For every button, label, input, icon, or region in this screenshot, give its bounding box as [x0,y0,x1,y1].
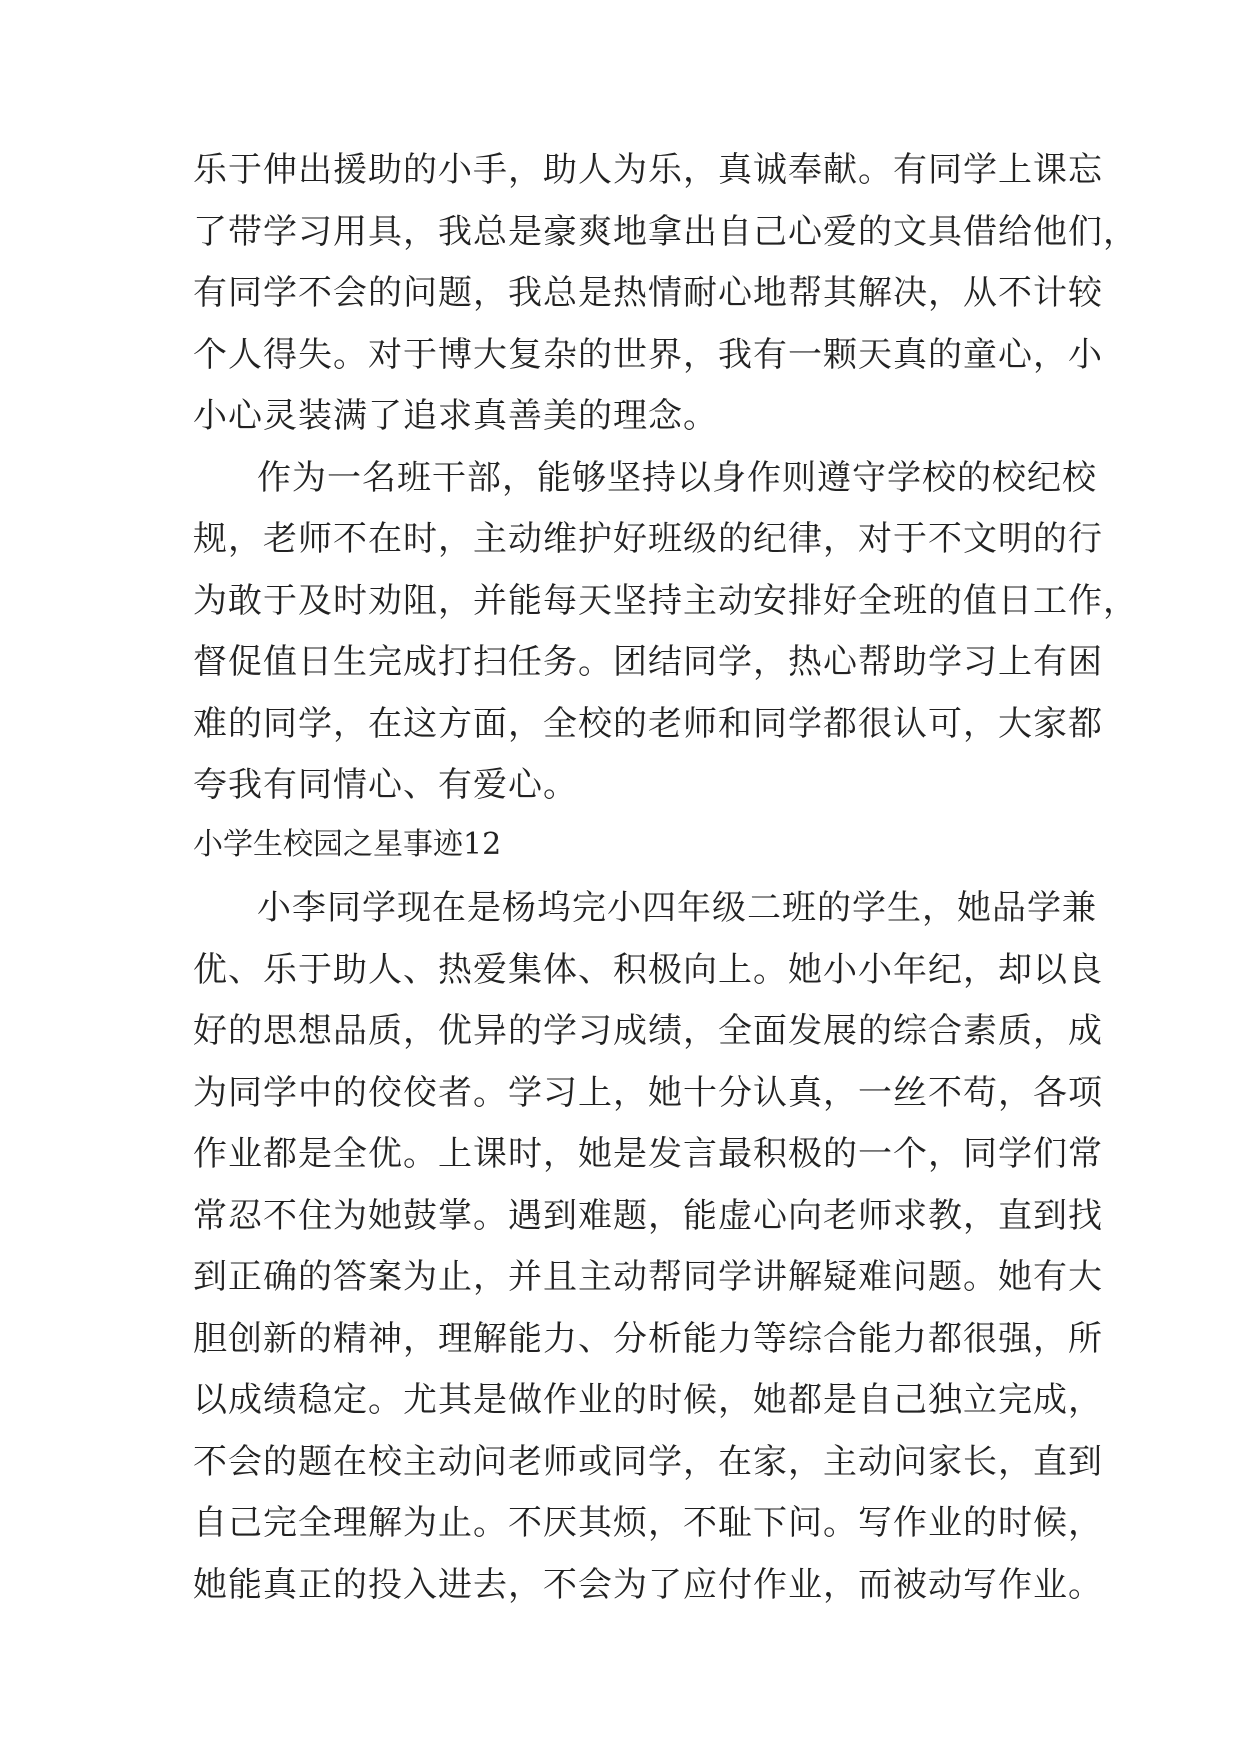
section-heading: 小学生校园之星事迹12 [193,827,502,862]
text-line: 好的思想品质，优异的学习成绩，全面发展的综合素质，成 [193,1011,1103,1051]
text-line: 到正确的答案为止，并且主动帮同学讲解疑难问题。她有大 [193,1257,1103,1297]
text-line: 难的同学，在这方面，全校的老师和同学都很认可，大家都 [193,704,1103,744]
text-line: 小心灵装满了追求真善美的理念。 [193,396,718,436]
text-line: 夸我有同情心、有爱心。 [193,765,578,805]
text-line: 规，老师不在时，主动维护好班级的纪律，对于不文明的行 [193,519,1103,559]
text-line: 个人得失。对于博大复杂的世界，我有一颗天真的童心，小 [193,335,1103,375]
paragraph-first-line: 作为一名班干部，能够坚持以身作则遵守学校的校纪校 [257,458,1097,498]
text-line: 常忍不住为她鼓掌。遇到难题，能虚心向老师求教，直到找 [193,1196,1103,1236]
paragraph-first-line: 小李同学现在是杨坞完小四年级二班的学生，她品学兼 [257,888,1097,928]
text-line: 优、乐于助人、热爱集体、积极向上。她小小年纪，却以良 [193,950,1103,990]
text-line: 作业都是全优。上课时，她是发言最积极的一个，同学们常 [193,1134,1103,1174]
text-line: 为同学中的佼佼者。学习上，她十分认真，一丝不苟，各项 [193,1073,1103,1113]
text-line: 为敢于及时劝阻，并能每天坚持主动安排好全班的值日工作， [193,581,1138,621]
text-line: 了带学习用具，我总是豪爽地拿出自己心爱的文具借给他们， [193,212,1138,252]
text-line: 督促值日生完成打扫任务。团结同学，热心帮助学习上有困 [193,642,1103,682]
text-line: 她能真正的投入进去，不会为了应付作业，而被动写作业。 [193,1565,1103,1605]
text-line: 不会的题在校主动问老师或同学，在家，主动问家长，直到 [193,1442,1103,1482]
text-line: 乐于伸出援助的小手，助人为乐，真诚奉献。有同学上课忘 [193,150,1103,190]
text-line: 以成绩稳定。尤其是做作业的时候，她都是自己独立完成， [193,1380,1103,1420]
text-line: 自己完全理解为止。不厌其烦，不耻下问。写作业的时候， [193,1503,1103,1543]
text-line: 胆创新的精神，理解能力、分析能力等综合能力都很强，所 [193,1319,1103,1359]
text-line: 有同学不会的问题，我总是热情耐心地帮其解决，从不计较 [193,273,1103,313]
